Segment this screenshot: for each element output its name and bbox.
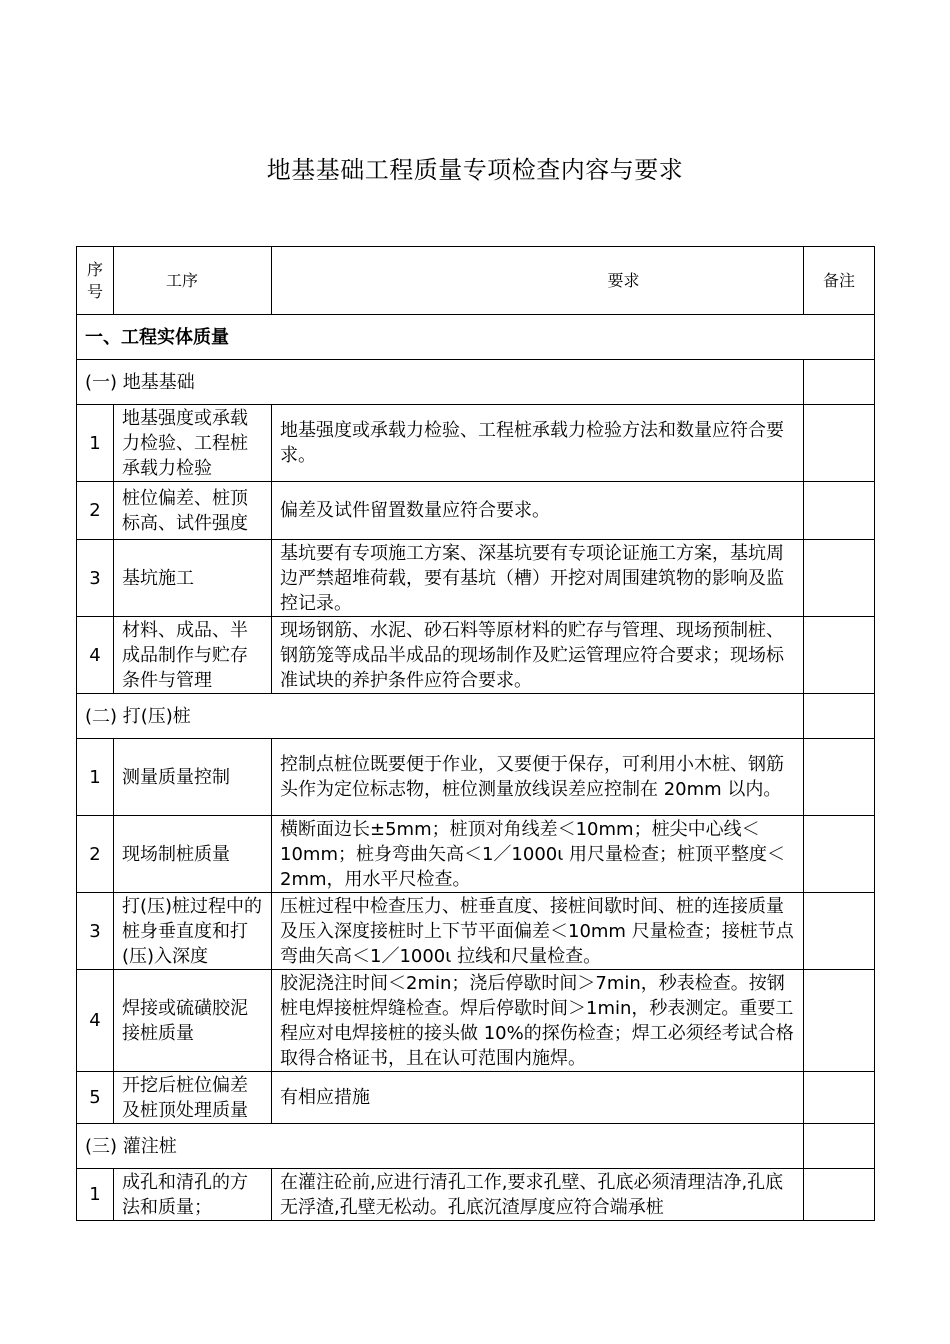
row-process: 打(压)桩过程中的桩身垂直度和打(压)入深度 xyxy=(114,893,272,970)
row-process: 开挖后桩位偏差及桩顶处理质量 xyxy=(114,1072,272,1124)
remarks-cell xyxy=(804,1072,875,1124)
table-row xyxy=(77,1072,875,1124)
row-process: 桩位偏差、桩顶标高、试件强度 xyxy=(114,482,272,540)
row-requirement: 横断面边长±5mm；桩顶对角线差＜10mm；桩尖中心线＜10mm；桩身弯曲矢高＜1／1000ι 用尺量检查；桩顶平整度＜2mm，用水平尺检查。 xyxy=(272,816,804,893)
row-number: 3 xyxy=(77,540,114,617)
section-row xyxy=(77,360,875,405)
row-number: 1 xyxy=(77,739,114,816)
remarks-cell xyxy=(804,360,875,405)
table-row xyxy=(77,1169,875,1221)
remarks-cell xyxy=(804,1124,875,1169)
header-seq-line2: 号 xyxy=(86,281,103,301)
remarks-cell xyxy=(804,540,875,617)
header-requirement-spacer xyxy=(272,247,804,315)
remarks-cell xyxy=(804,893,875,970)
table-row xyxy=(77,617,875,694)
row-number: 1 xyxy=(77,1169,114,1221)
remarks-cell xyxy=(804,405,875,482)
header-seq xyxy=(77,247,114,315)
row-number: 2 xyxy=(77,816,114,893)
row-requirement: 偏差及试件留置数量应符合要求。 xyxy=(272,482,804,540)
document-title: 地基基础工程质量专项检查内容与要求 xyxy=(266,156,684,184)
row-number: 4 xyxy=(77,970,114,1072)
row-process: 测量质量控制 xyxy=(114,739,272,816)
section-row xyxy=(77,694,875,739)
row-process: 材料、成品、半成品制作与贮存条件与管理 xyxy=(114,617,272,694)
table-row xyxy=(77,816,875,893)
header-remarks: 备注 xyxy=(804,247,875,315)
remarks-cell xyxy=(804,970,875,1072)
inspection-table xyxy=(76,246,875,1221)
remarks-cell xyxy=(804,816,875,893)
row-requirement: 胶泥浇注时间＜2min；浇后停歇时间＞7min，秒表检查。按钢桩电焊接桩焊缝检查。焊后停歇时间＞1min，秒表测定。重要工程应对电焊接桩的接头做 10%的探伤检查；焊工必须经考试合格取得合格证书，且在认可范围内施焊。 xyxy=(272,970,804,1072)
row-number: 4 xyxy=(77,617,114,694)
table-row xyxy=(77,482,875,540)
row-process: 地基强度或承载力检验、工程桩承载力检验 xyxy=(114,405,272,482)
row-process: 焊接或硫磺胶泥接桩质量 xyxy=(114,970,272,1072)
row-number: 5 xyxy=(77,1072,114,1124)
remarks-cell xyxy=(804,694,875,739)
remarks-cell xyxy=(804,482,875,540)
header-process: 工序 xyxy=(114,247,272,315)
table-row xyxy=(77,405,875,482)
table-row xyxy=(77,970,875,1072)
header-requirement: 要求 xyxy=(607,271,640,290)
remarks-cell xyxy=(804,1169,875,1221)
table-header-row xyxy=(77,247,875,315)
row-requirement: 地基强度或承载力检验、工程桩承载力检验方法和数量应符合要求。 xyxy=(272,405,804,482)
row-number: 1 xyxy=(77,405,114,482)
row-process: 基坑施工 xyxy=(114,540,272,617)
section-heading: (二) 打(压)桩 xyxy=(77,694,804,739)
category-row xyxy=(77,315,875,360)
row-requirement: 压桩过程中检查压力、桩垂直度、接桩间歇时间、桩的连接质量及压入深度接桩时上下节平面偏差＜10mm 尺量检查；接桩节点弯曲矢高＜1／1000ι 拉线和尺量检查。 xyxy=(272,893,804,970)
section-heading: (三) 灌注桩 xyxy=(77,1124,804,1169)
remarks-cell xyxy=(804,617,875,694)
row-number: 2 xyxy=(77,482,114,540)
table-row xyxy=(77,739,875,816)
category-heading: 一、工程实体质量 xyxy=(77,315,875,360)
row-requirement: 基坑要有专项施工方案、深基坑要有专项论证施工方案，基坑周边严禁超堆荷载，要有基坑（槽）开挖对周围建筑物的影响及监控记录。 xyxy=(272,540,804,617)
remarks-cell xyxy=(804,739,875,816)
header-seq-line1: 序 xyxy=(86,259,103,279)
row-process: 成孔和清孔的方法和质量； xyxy=(114,1169,272,1221)
row-requirement: 在灌注砼前,应进行清孔工作,要求孔壁、孔底必须清理洁净,孔底无浮渣,孔壁无松动。孔底沉渣厚度应符合端承桩 xyxy=(272,1169,804,1221)
table-row xyxy=(77,540,875,617)
row-number: 3 xyxy=(77,893,114,970)
section-heading: (一) 地基基础 xyxy=(77,360,804,405)
table-row xyxy=(77,893,875,970)
row-process: 现场制桩质量 xyxy=(114,816,272,893)
row-requirement: 有相应措施 xyxy=(272,1072,804,1124)
section-row xyxy=(77,1124,875,1169)
row-requirement: 现场钢筋、水泥、砂石料等原材料的贮存与管理、现场预制桩、钢筋笼等成品半成品的现场制作及贮运管理应符合要求；现场标准试块的养护条件应符合要求。 xyxy=(272,617,804,694)
row-requirement: 控制点桩位既要便于作业，又要便于保存，可利用小木桩、钢筋头作为定位标志物，桩位测量放线误差应控制在 20mm 以内。 xyxy=(272,739,804,816)
